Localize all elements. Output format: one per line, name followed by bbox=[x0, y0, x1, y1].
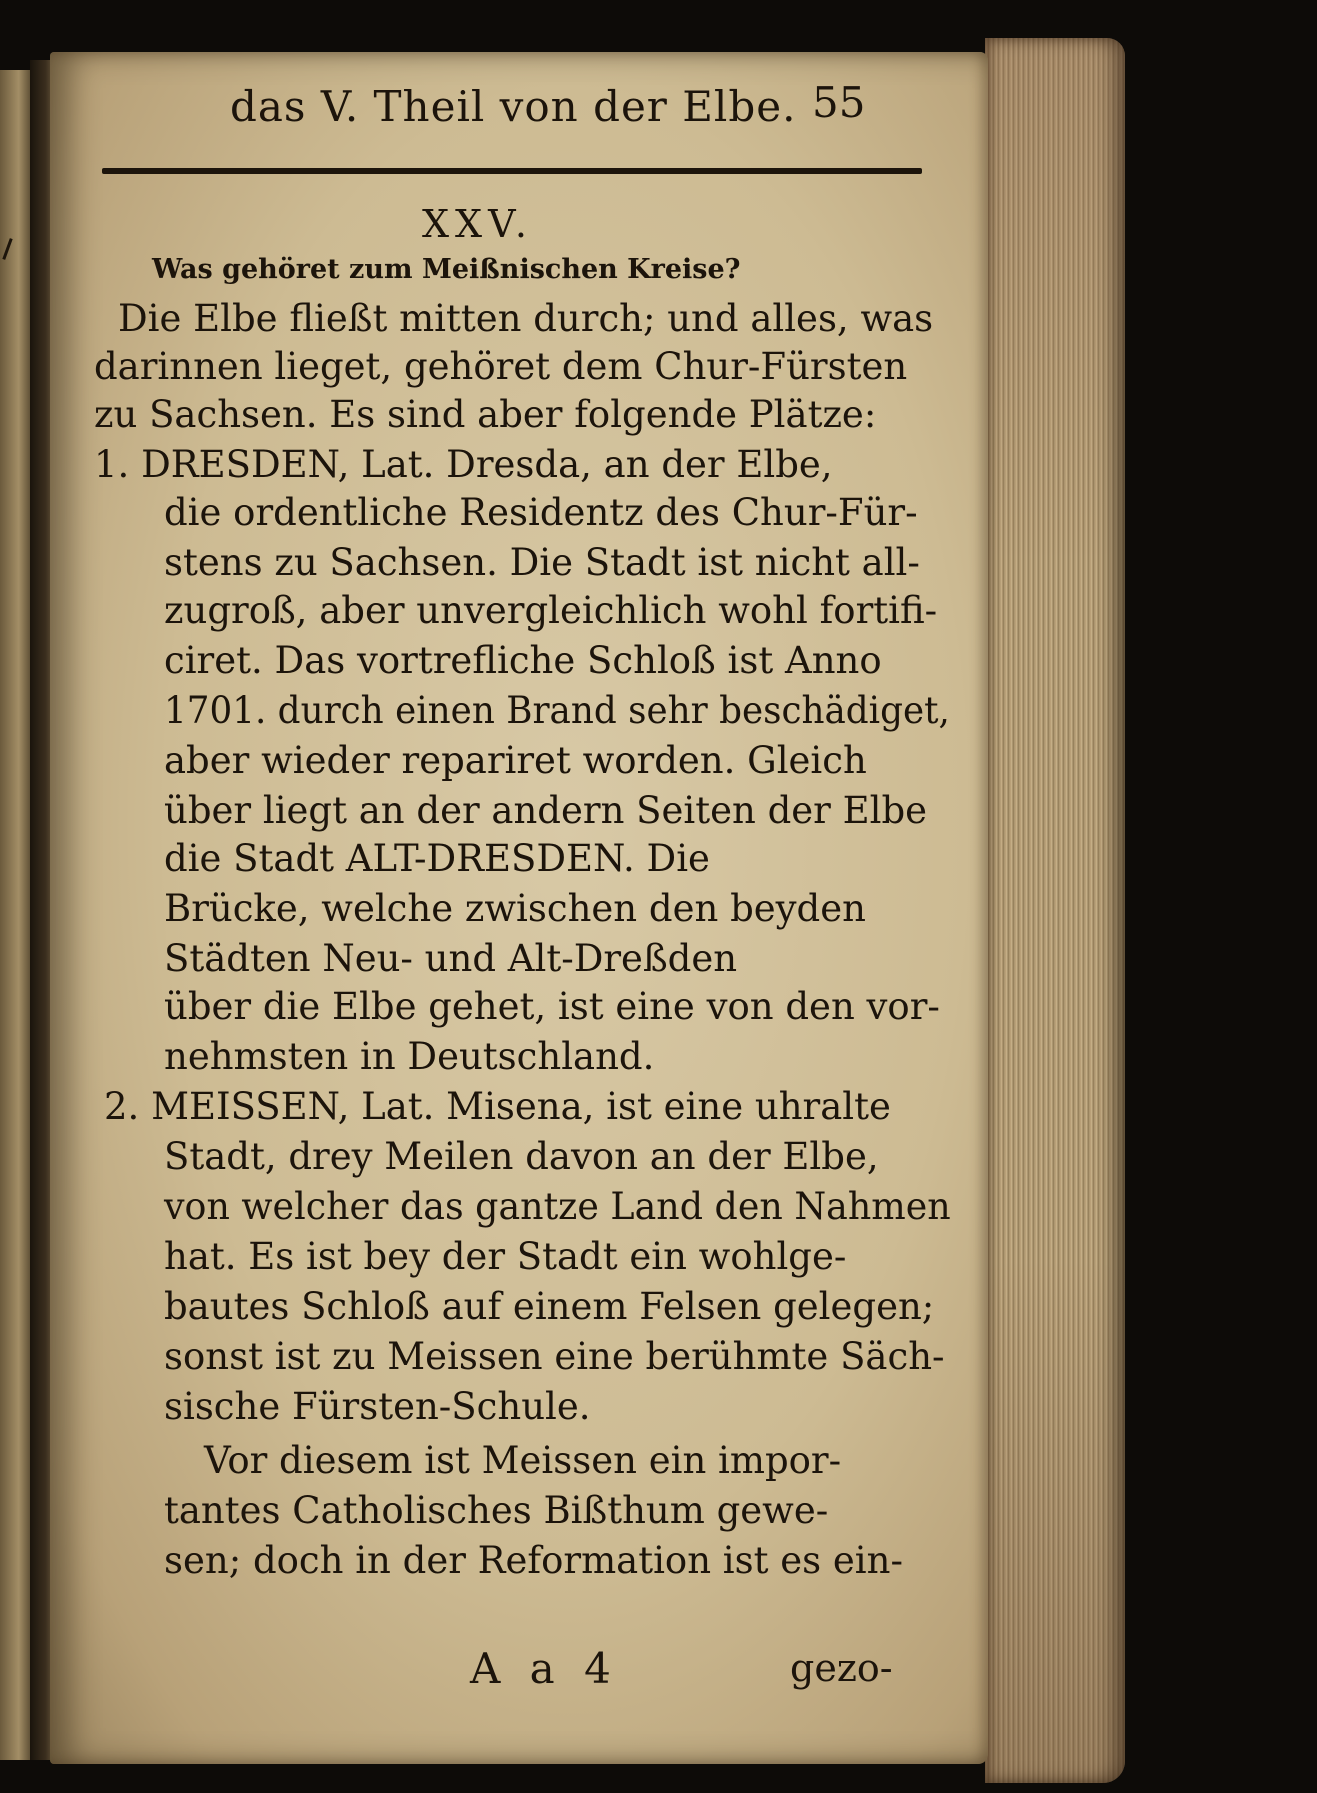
header-rule bbox=[102, 168, 922, 174]
running-title: das V. Theil von der Elbe. bbox=[230, 82, 797, 131]
text-line: zu Sachsen. Es sind aber folgende Plätze: bbox=[94, 393, 877, 436]
text-line: sen; doch in der Reformation ist es ein- bbox=[164, 1539, 903, 1582]
text-line: Städten Neu- und Alt-Dreßden bbox=[164, 937, 738, 980]
section-question: Was gehöret zum Meißnischen Kreise? bbox=[152, 254, 741, 285]
text-line: über liegt an der andern Seiten der Elbe bbox=[164, 789, 928, 832]
text-line: Brücke, welche zwischen den beyden bbox=[164, 887, 866, 930]
section-number: XXV. bbox=[422, 202, 533, 246]
text-line: 1. DRESDEN, Lat. Dresda, an der Elbe, bbox=[94, 443, 833, 486]
text-line: die ordentliche Residentz des Chur-Für- bbox=[164, 491, 918, 534]
text-line: bautes Schloß auf einem Felsen gelegen; bbox=[164, 1285, 935, 1328]
book-page bbox=[50, 52, 988, 1764]
catchword: gezo- bbox=[790, 1646, 893, 1690]
text-line: stens zu Sachsen. Die Stadt ist nicht all- bbox=[164, 541, 920, 584]
text-line: aber wieder repariret worden. Gleich bbox=[164, 739, 867, 782]
text-line: 2. MEISSEN, Lat. Misena, ist eine uhralte bbox=[104, 1085, 891, 1128]
text-line: darinnen lieget, gehöret dem Chur-Fürsten bbox=[94, 345, 908, 388]
page-number: 55 bbox=[812, 78, 866, 127]
text-line: von welcher das gantze Land den Nahmen bbox=[164, 1185, 951, 1228]
text-line: hat. Es ist bey der Stadt ein wohlge- bbox=[164, 1235, 847, 1278]
text-line: tantes Catholisches Bißthum gewe- bbox=[164, 1489, 829, 1532]
text-line: ciret. Das vortrefliche Schloß ist Anno bbox=[164, 639, 882, 682]
text-line: Stadt, drey Meilen davon an der Elbe, bbox=[164, 1135, 879, 1178]
text-line: sische Fürsten-Schule. bbox=[164, 1385, 591, 1428]
text-line: sonst ist zu Meissen eine berühmte Säch- bbox=[164, 1335, 945, 1378]
page-text bbox=[50, 52, 988, 1764]
text-line: die Stadt ALT-DRESDEN. Die bbox=[164, 837, 710, 880]
signature-mark: A a 4 bbox=[470, 1644, 619, 1693]
text-line: Vor diesem ist Meissen ein impor- bbox=[204, 1439, 842, 1482]
text-line: zugroß, aber unvergleichlich wohl fortifi- bbox=[164, 589, 938, 632]
text-line: 1701. durch einen Brand sehr beschädiget, bbox=[164, 689, 950, 732]
previous-page-edge bbox=[0, 70, 34, 1760]
page-fore-edge-shade bbox=[985, 38, 1125, 1783]
text-line: nehmsten in Deutschland. bbox=[164, 1035, 655, 1078]
text-line: über die Elbe gehet, ist eine von den vor- bbox=[164, 985, 940, 1028]
text-line: Die Elbe fließt mitten durch; und alles, was bbox=[118, 297, 934, 340]
